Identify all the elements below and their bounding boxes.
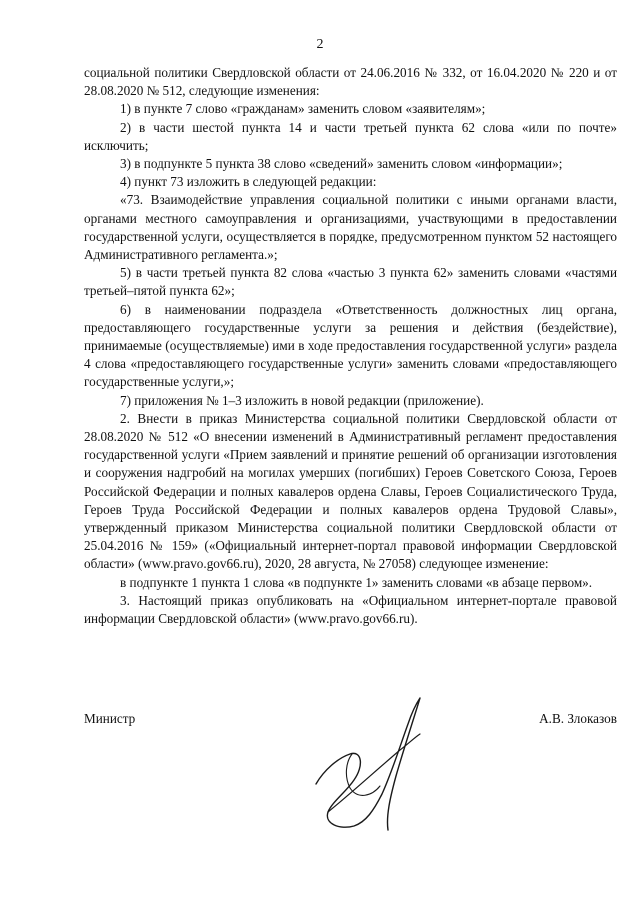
paragraph-item-1: 1) в пункте 7 слово «гражданам» заменить словом «заявителям»;	[120, 101, 486, 117]
paragraph-item-7: 7) приложения № 1–3 изложить в новой редакции (приложение).	[120, 392, 484, 408]
signatory-title: Министр	[84, 711, 136, 726]
paragraph-item-4-quote: «73. Взаимодействие управления социальной политики с иными органами власти, органами местного самоуправления и организациями, участвующими в предоставлении государственной услуги, осуществляется в порядке, предусмотренном пунктом 52 настоящего Административного регламента.»;	[84, 192, 617, 263]
paragraph-section-2-change: в подпункте 1 пункта 1 слова «в подпункте 1» заменить словами «в абзаце первом».	[120, 574, 593, 590]
paragraph-item-5: 5) в части третьей пункта 82 слова «частью 3 пункта 62» заменить словами «частями третьей–пятой пункта 62»;	[84, 265, 617, 299]
signatory-name: А.В. Злоказов	[539, 711, 617, 726]
paragraph-item-2: 2) в части шестой пункта 14 и части третьей пункта 62 слова «или по почте» исключить;	[84, 119, 617, 153]
paragraph-item-4: 4) пункт 73 изложить в следующей редакции:	[120, 174, 377, 190]
page-number: 2	[316, 37, 324, 52]
document-body	[84, 64, 617, 628]
paragraph-section-3: 3. Настоящий приказ опубликовать на «Официальном интернет-портале правовой информации Свердловской области» (www.pravo.gov66.ru).	[84, 592, 617, 627]
paragraph-item-6: 6) в наименовании подраздела «Ответственность должностных лиц органа, предоставляющего государственные услуги за решения и действия (бездействие), принимаемые (осуществляемые) ими в ходе предоставления государственной услуги» раздела 4 слова «предоставляющего государственные услуги» заменить словами «предоставляющего государственные услуги,»;	[84, 301, 617, 390]
paragraph-intro-continuation: социальной политики Свердловской области от 24.06.2016 № 332, от 16.04.2020 № 220 и от 28.08.2020 № 512, следующие изменения:	[84, 65, 617, 99]
handwritten-signature	[288, 688, 448, 838]
paragraph-section-2: 2. Внести в приказ Министерства социальной политики Свердловской области от 28.08.2020 № 512 «О внесении изменений в Административный регламент предоставления государственной услуги «Прием заявлений и принятие решений об организации изготовления и сооружения надгробий на могилах умерших (погибших) Героев Советского Союза, Героев Российской Федерации и полных кавалеров ордена Славы, Героев Социалистического Труда, Героев Труда Российской Федерации и полных кавалеров ордена Трудовой Славы», утвержденный приказом Министерства социальной политики Свердловской области от 25.04.2016 № 159» («Официальный интернет-портал правовой информации Свердловской области» (www.pravo.gov66.ru), 2020, 28 августа, № 27058) следующее изменение:	[84, 410, 617, 572]
paragraph-item-3: 3) в подпункте 5 пункта 38 слово «сведений» заменить словом «информации»;	[120, 156, 563, 172]
